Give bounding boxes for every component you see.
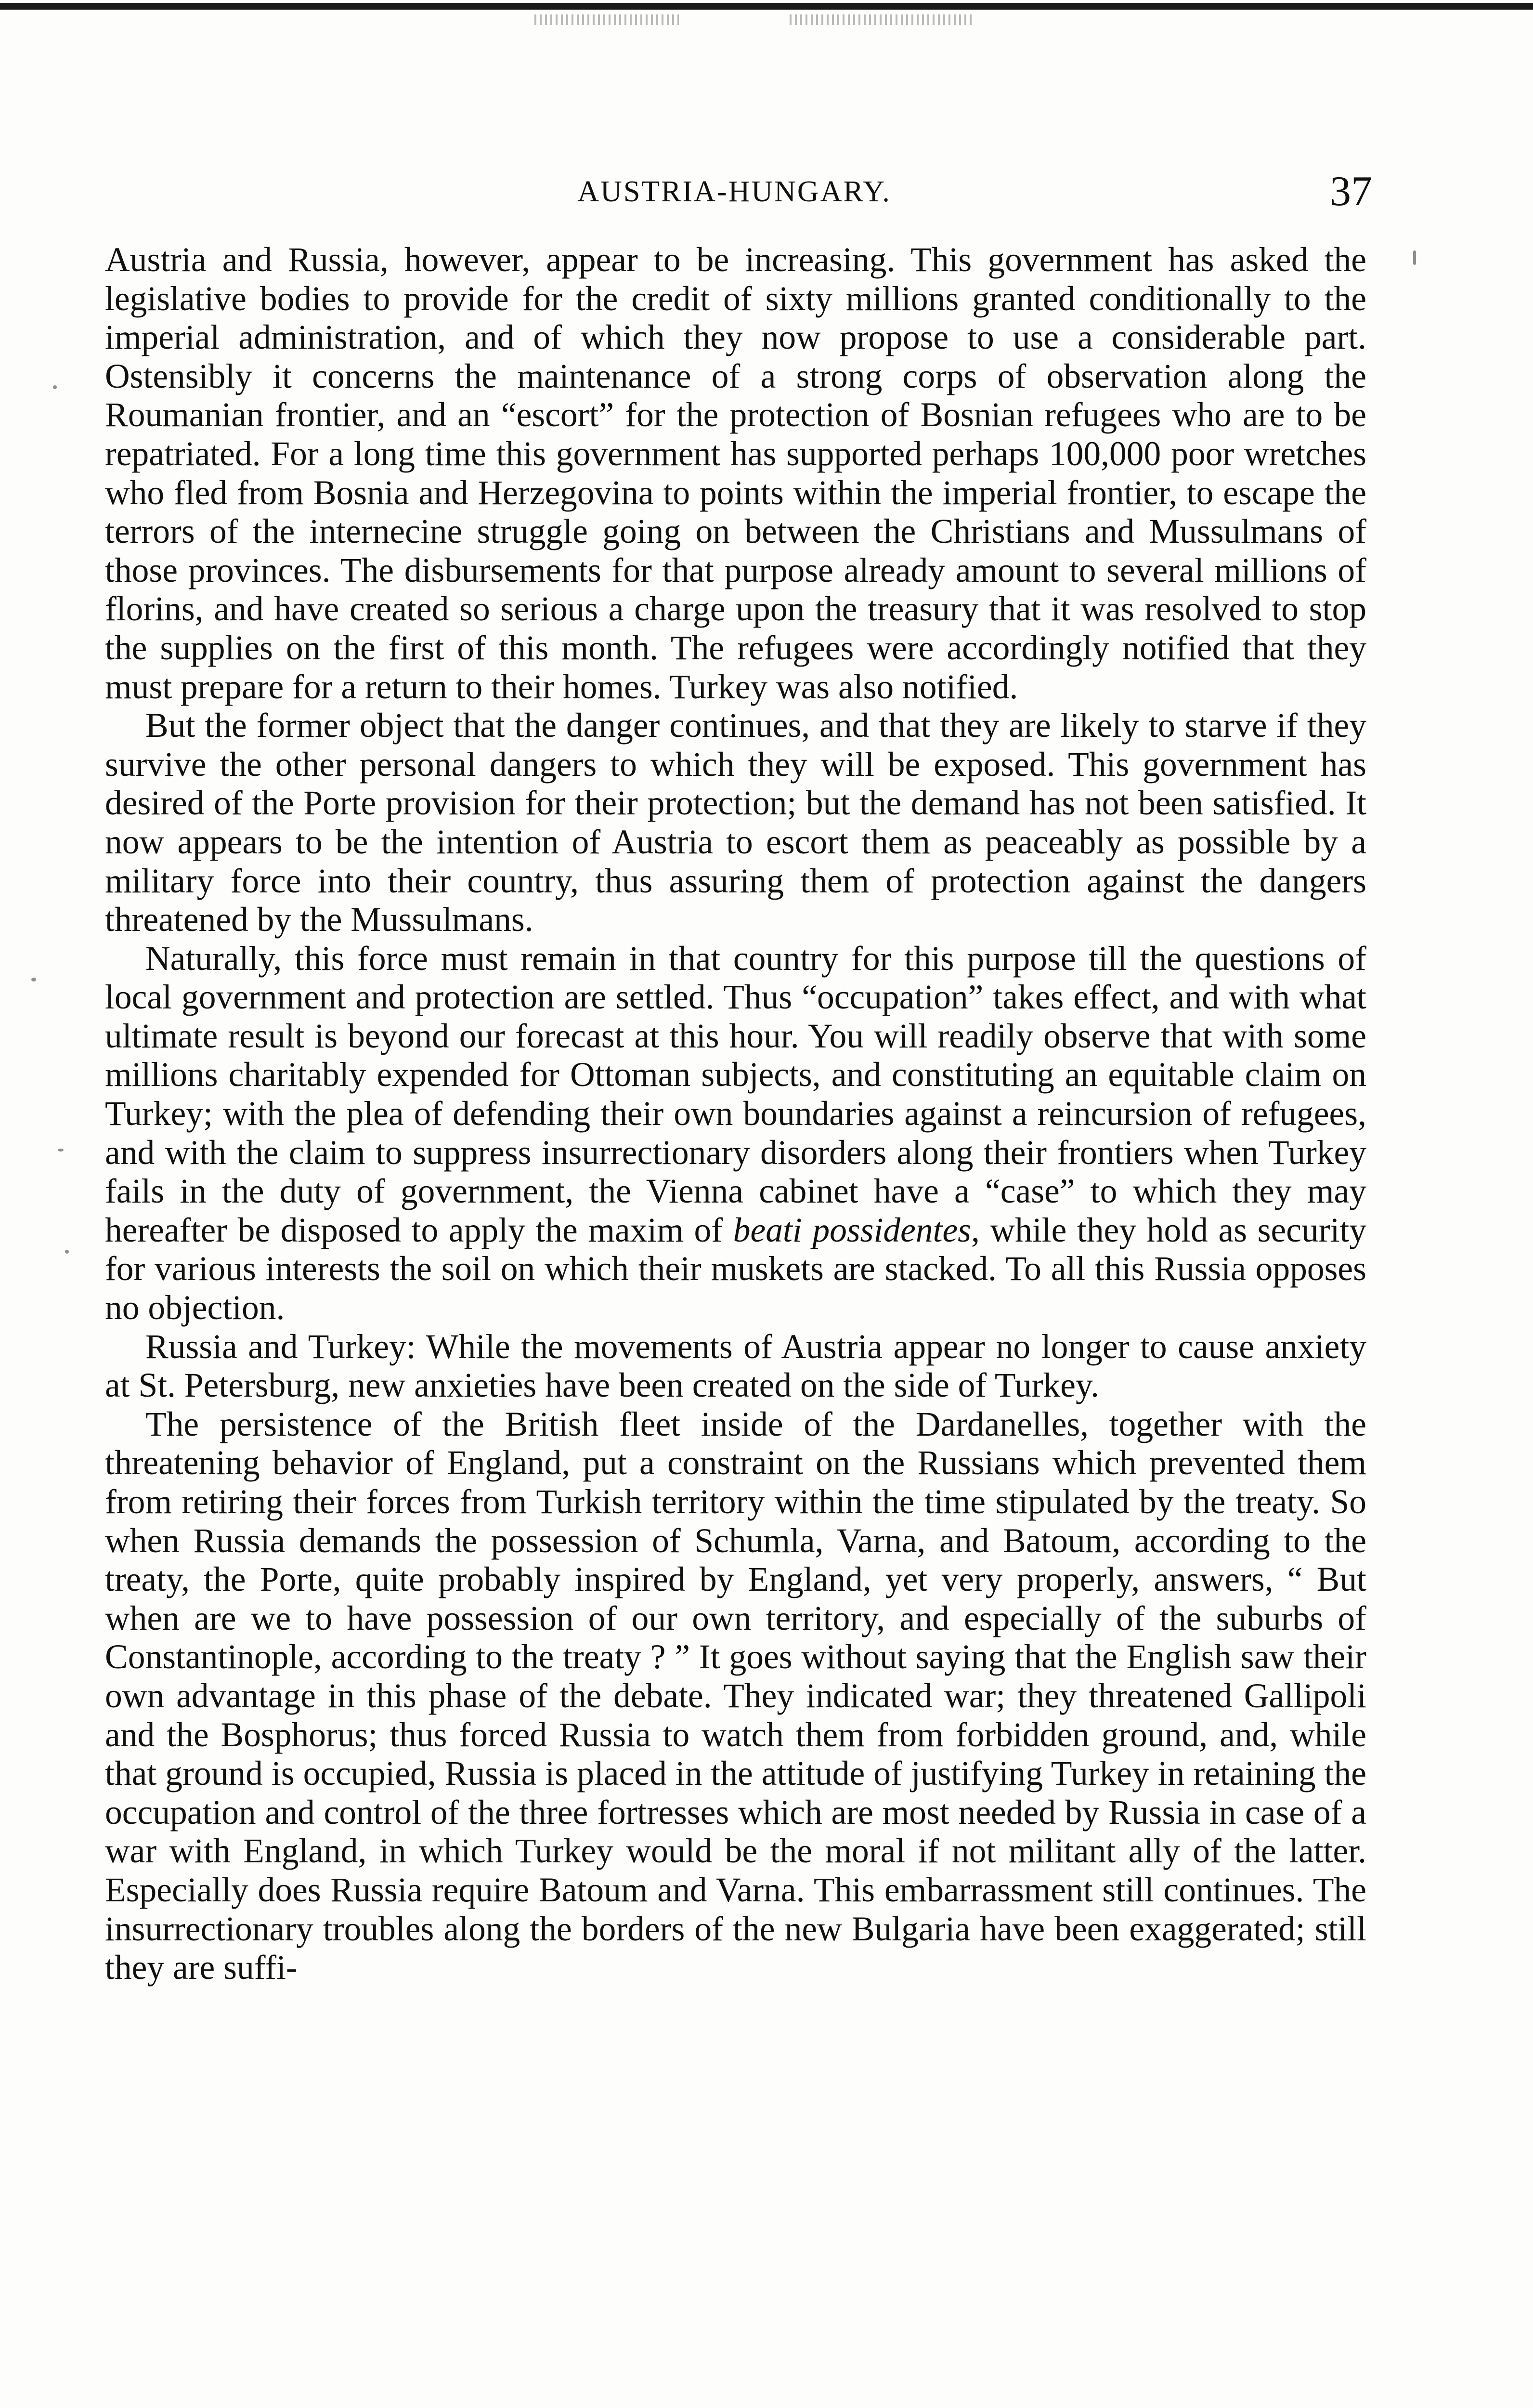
paragraph-3-text-start: Naturally, this force must remain in that country for this purpose till the questions of local government and protection are settled. Thus “occupation” takes effect, and with what ultimate result is beyond our forecast at this hour. You will readily observe that with some millions charitably expended for Ottoman subjects, and constituting an equitable claim on Turkey; with the plea of defending their own boundaries against a reincursion of refugees, and with the claim to suppress insurrectionary disorders along their frontiers when Turkey fails in the duty of government, the Vienna cabinet have a “case” to which they may hereafter be disposed to apply the maxim of xyxy=(105,939,1366,1249)
scan-artifact xyxy=(534,14,679,25)
scan-speck xyxy=(1413,250,1416,265)
paragraph-2: But the former object that the danger continues, and that they are likely to starve if they survive the other personal dangers to which they will be exposed. This government has desired of the Porte provision for their protection; but the demand has not been satisfied. It now appears to be the intention of Austria to escort them as peaceably as possible by a military force into their country, thus assuring them of protection against the dangers threatened by the Mussulmans. xyxy=(105,707,1366,939)
paragraph-3 xyxy=(105,940,1366,1328)
scan-speck xyxy=(31,978,36,982)
page-number: 37 xyxy=(1330,168,1372,215)
top-edge-rule xyxy=(0,3,1533,10)
scan-speck xyxy=(65,1250,69,1254)
scan-speck xyxy=(53,385,57,389)
paragraph-5: The persistence of the British fleet inside of the Dardanelles, together with the threatening behavior of England, put a constraint on the Russians which prevented them from retiring their forces from Turkish territory within the time stipulated by the treaty. So when Russia demands the possession of Schumla, Varna, and Batoum, according to the treaty, the Porte, quite probably inspired by England, yet very properly, answers, “ But when are we to have possession of our own territory, and especially of the suburbs of Constantinople, according to the treaty ? ” It goes without saying that the English saw their own advantage in this phase of the debate. They indicated war; they threatened Gallipoli and the Bosphorus; thus forced Russia to watch them from forbidden ground, and, while that ground is occupied, Russia is placed in the attitude of justifying Turkey in retaining the occupation and control of the three fortresses which are most needed by Russia in case of a war with England, in which Turkey would be the moral if not militant ally of the latter. Especially does Russia require Batoum and Varna. This embarrassment still continues. The insurrectionary troubles along the borders of the new Bulgaria have been exaggerated; still they are suffi- xyxy=(105,1405,1366,1987)
body-text xyxy=(105,241,1366,1988)
paragraph-1: Austria and Russia, however, appear to be increasing. This government has asked the legislative bodies to provide for the credit of sixty millions granted conditionally to the imperial administration, and of which they now propose to use a considerable part. Ostensibly it concerns the maintenance of a strong corps of observation along the Roumanian frontier, and an “escort” for the protection of Bosnian refugees who are to be repatriated. For a long time this government has supported perhaps 100,000 poor wretches who fled from Bosnia and Herzegovina to points within the imperial frontier, to escape the terrors of the internecine struggle going on between the Christians and Mussulmans of those provinces. The disbursements for that purpose already amount to several millions of florins, and have created so serious a charge upon the treasury that it was resolved to stop the supplies on the first of this month. The refugees were accordingly notified that they must prepare for a return to their homes. Turkey was also notified. xyxy=(105,241,1366,706)
scan-artifact xyxy=(790,14,973,25)
scan-speck xyxy=(58,1149,64,1152)
running-head: AUSTRIA-HUNGARY. xyxy=(577,175,891,208)
paragraph-3-text-end: , while they hold as security for various interests the soil on which their muskets are stacked. To all this Russia opposes no objection. xyxy=(105,1211,1367,1327)
latin-maxim: beati possidentes xyxy=(733,1211,972,1249)
page-header xyxy=(96,168,1372,216)
paragraph-4: Russia and Turkey: While the movements of Austria appear no longer to cause anxiety at St. Petersburg, new anxieties have been created on the side of Turkey. xyxy=(105,1327,1366,1405)
